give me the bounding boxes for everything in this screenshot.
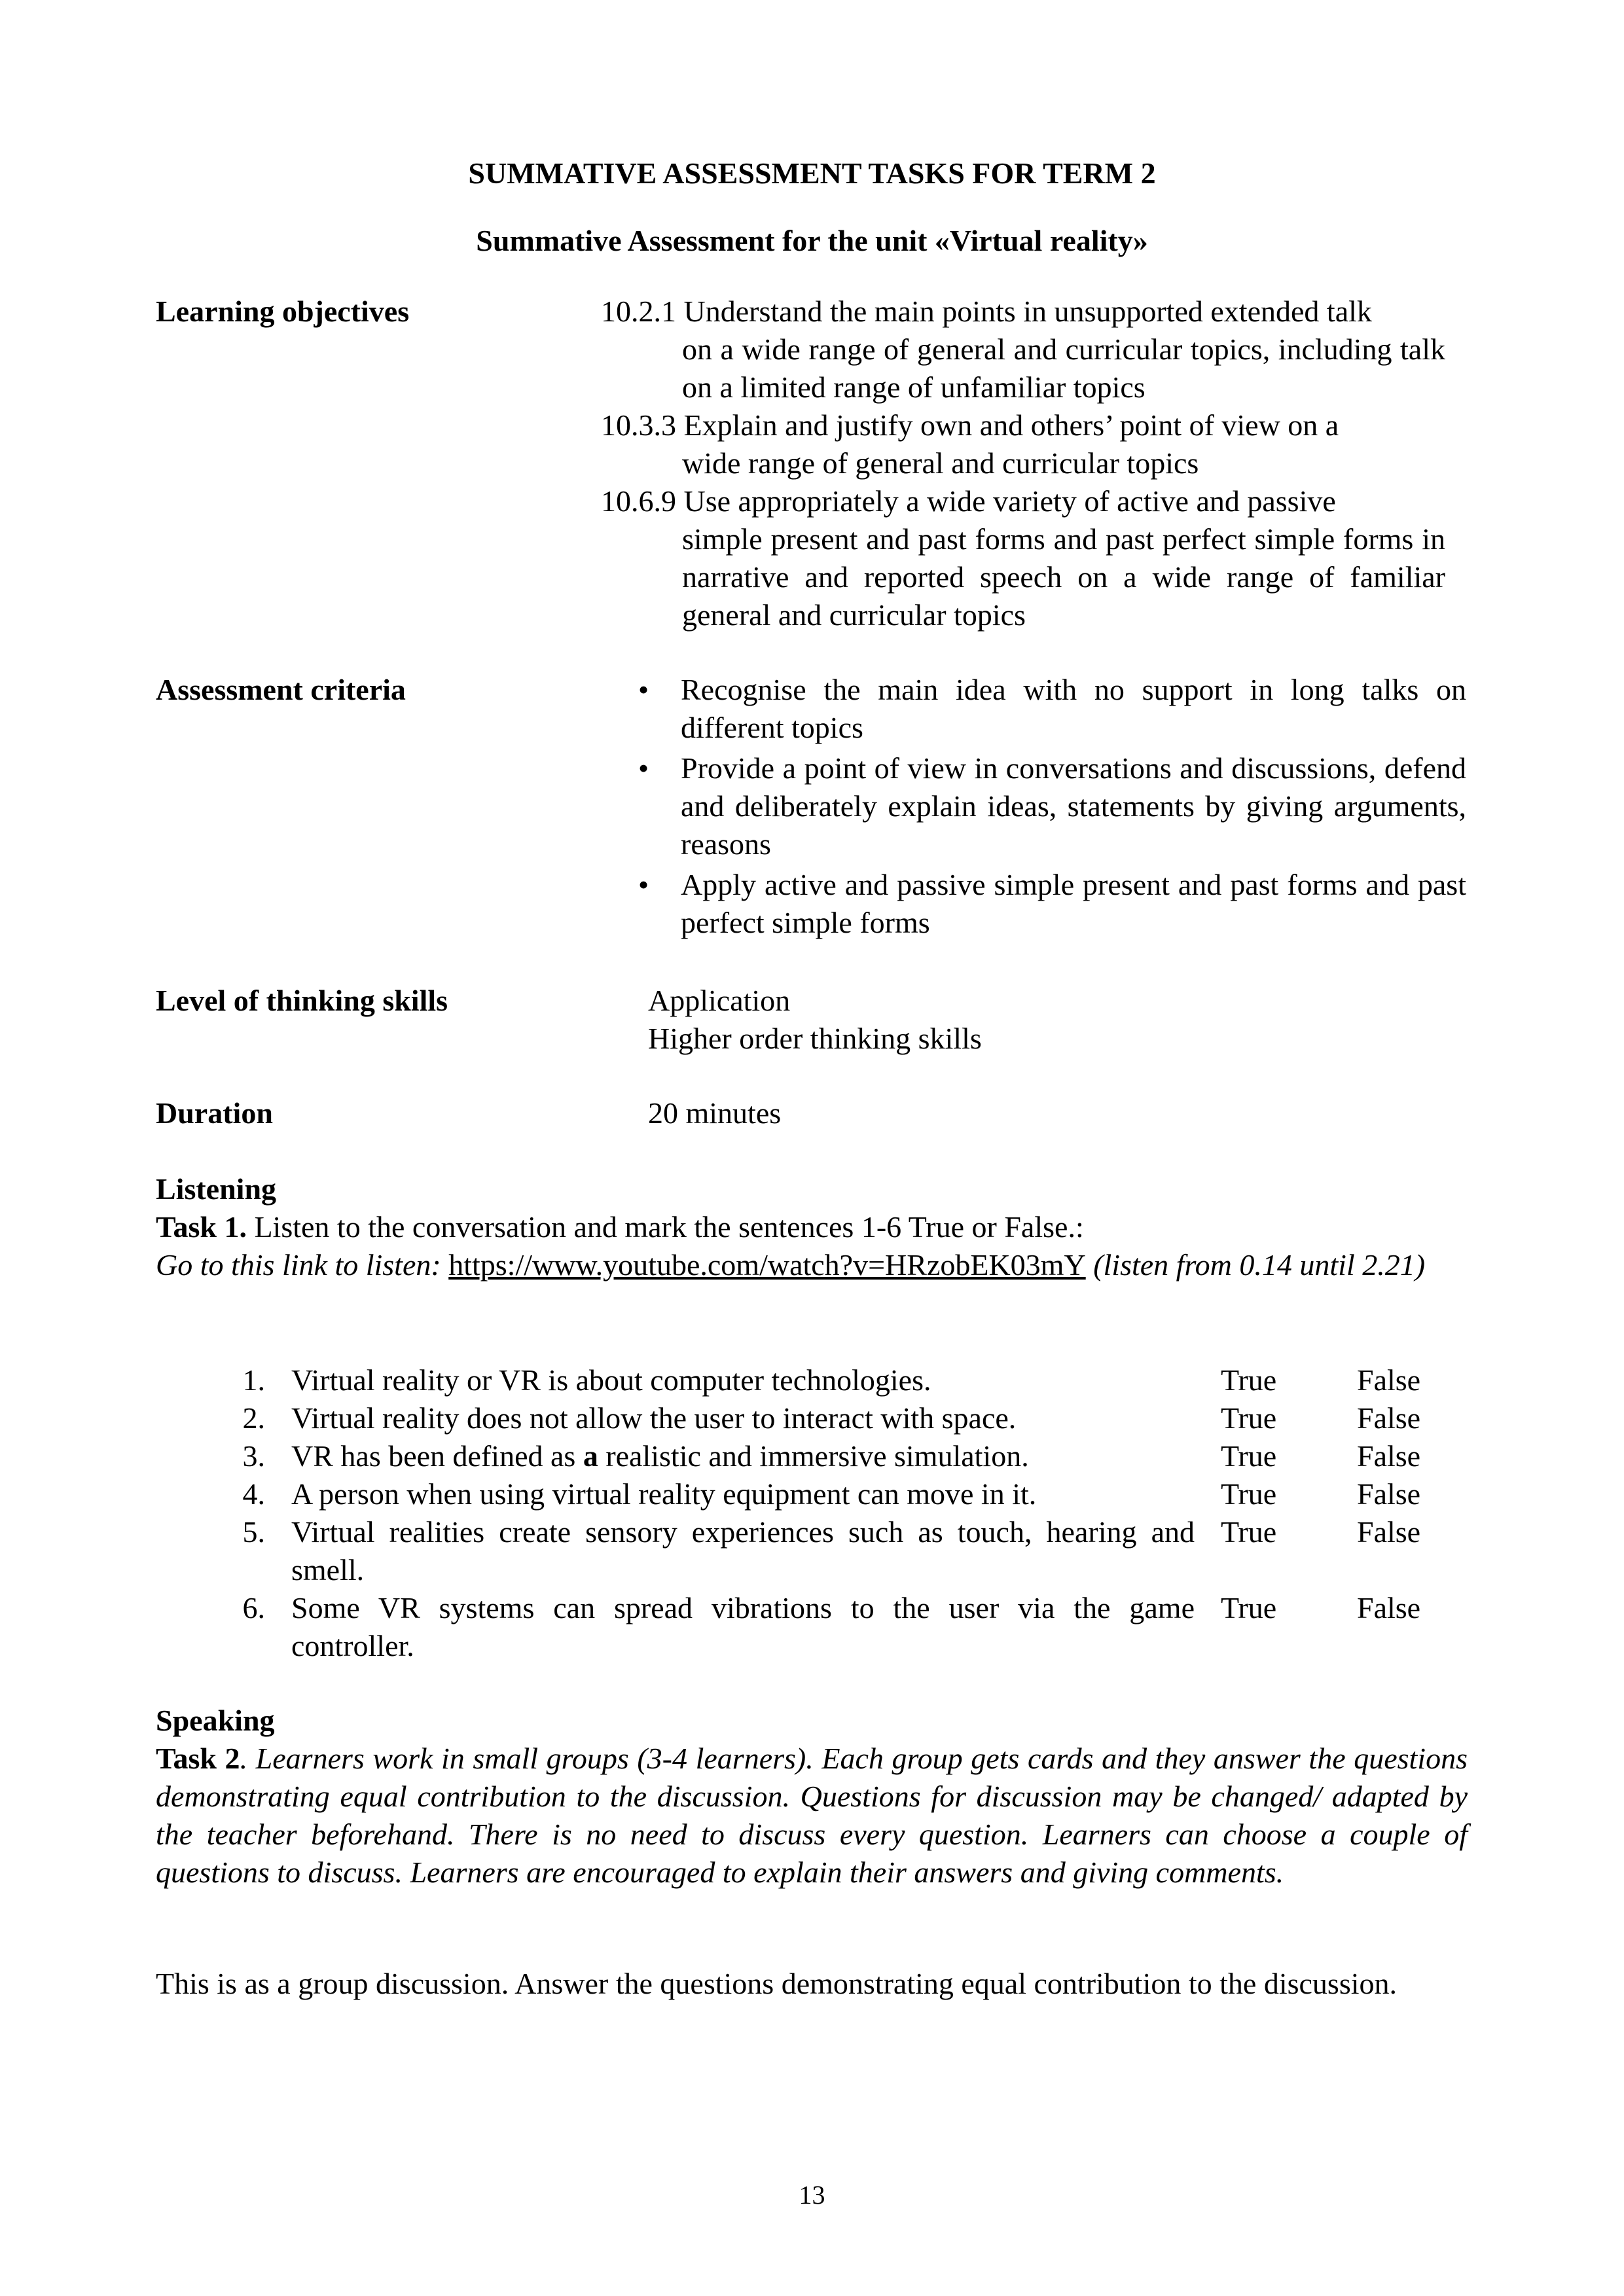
- listening-link-line: [156, 1246, 1468, 1284]
- question-text: Virtual reality does not allow the user to interact with space.: [291, 1401, 1017, 1435]
- question-text: Some VR systems can spread vibrations to the user via the game controller.: [291, 1591, 1195, 1662]
- objective-first-line: 10.3.3 Explain and justify own and others’ point of view on a: [601, 408, 1339, 442]
- question-text: Virtual realities create sensory experiences such as touch, hearing and smell.: [291, 1515, 1195, 1587]
- youtube-link[interactable]: https://www.youtube.com/watch?v=HRzobEK03mY: [448, 1248, 1086, 1282]
- false-option[interactable]: False: [1357, 1515, 1421, 1549]
- duration-label: Duration: [156, 1096, 273, 1130]
- false-option[interactable]: False: [1357, 1363, 1421, 1397]
- true-option[interactable]: True: [1221, 1401, 1277, 1435]
- assessment-criteria-list: [638, 671, 1466, 944]
- criteria-item: • Provide a point of view in conversations and discussions, defend and deliberately explain ideas, statements by giving arguments, reasons: [638, 749, 1466, 863]
- objective-item: [601, 482, 1445, 634]
- true-option[interactable]: True: [1221, 1363, 1277, 1397]
- objective-item: [601, 293, 1445, 406]
- question-text: A person when using virtual reality equipment can move in it.: [291, 1477, 1037, 1511]
- true-option[interactable]: True: [1221, 1439, 1277, 1473]
- criteria-item: • Apply active and passive simple present and past forms and past perfect simple forms: [638, 866, 1466, 942]
- task-label: Task 1.: [156, 1210, 247, 1244]
- speaking-note: This is as a group discussion. Answer the questions demonstrating equal contribution to the discussion.: [156, 1967, 1398, 2000]
- objective-first-line: 10.2.1 Understand the main points in unsupported extended talk: [601, 295, 1372, 328]
- speaking-heading: Speaking: [156, 1704, 275, 1737]
- question-number: 1.: [242, 1363, 265, 1397]
- page-title: SUMMATIVE ASSESSMENT TASKS FOR TERM 2: [468, 156, 1156, 190]
- false-option[interactable]: False: [1357, 1591, 1421, 1624]
- page-subtitle: Summative Assessment for the unit «Virtual reality»: [476, 224, 1148, 257]
- objective-rest: on a wide range of general and curricular topics, including talk on a limited range of unfamiliar topics: [682, 332, 1445, 404]
- question-text: VR has been defined as a realistic and immersive simulation.: [291, 1439, 1029, 1473]
- learning-objectives-list: [601, 293, 1445, 634]
- task-text: . Learners work in small groups (3-4 learners). Each group gets cards and they answer the questions demonstrating equal contribution to the discussion. Questions for discussion may be changed/ adapted by the teacher beforehand. There is no need to discuss every question. Learners can choose a couple of questions to discuss. Learners are encouraged to explain their answers and giving comments.: [156, 1742, 1468, 1889]
- question-number: 3.: [242, 1439, 265, 1473]
- thinking-skills-value-2: Higher order thinking skills: [648, 1022, 982, 1055]
- bullet-icon: •: [638, 868, 649, 901]
- false-option[interactable]: False: [1357, 1439, 1421, 1473]
- duration-value: 20 minutes: [648, 1096, 782, 1130]
- question-number: 2.: [242, 1401, 265, 1435]
- link-intro: Go to this link to listen:: [156, 1248, 449, 1282]
- true-option[interactable]: True: [1221, 1591, 1277, 1624]
- link-timing: (listen from 0.14 until 2.21): [1085, 1248, 1426, 1282]
- objective-rest: simple present and past forms and past perfect simple forms in narrative and reported speech on a wide range of familiar general and curricular topics: [682, 522, 1445, 632]
- bullet-icon: •: [638, 751, 649, 785]
- bullet-icon: •: [638, 673, 649, 706]
- listening-task-instruction: [156, 1208, 1468, 1246]
- assessment-criteria-label: Assessment criteria: [156, 673, 406, 706]
- question-number: 4.: [242, 1477, 265, 1511]
- thinking-skills-label: Level of thinking skills: [156, 984, 448, 1017]
- true-option[interactable]: True: [1221, 1477, 1277, 1511]
- learning-objectives-label: Learning objectives: [156, 295, 410, 328]
- speaking-task: [156, 1740, 1468, 1892]
- false-option[interactable]: False: [1357, 1401, 1421, 1435]
- listening-task: [156, 1208, 1468, 1284]
- listening-heading: Listening: [156, 1172, 277, 1206]
- objective-rest: wide range of general and curricular topics: [682, 446, 1199, 480]
- true-option[interactable]: True: [1221, 1515, 1277, 1549]
- objective-first-line: 10.6.9 Use appropriately a wide variety of active and passive: [601, 484, 1336, 518]
- criteria-item: • Recognise the main idea with no support in long talks on different topics: [638, 671, 1466, 747]
- thinking-skills-value-1: Application: [648, 984, 791, 1017]
- page-number: 13: [799, 2180, 825, 2210]
- false-option[interactable]: False: [1357, 1477, 1421, 1511]
- objective-item: [601, 406, 1445, 482]
- question-text: Virtual reality or VR is about computer technologies.: [291, 1363, 931, 1397]
- question-number: 5.: [242, 1515, 265, 1549]
- task-label: Task 2: [156, 1742, 240, 1775]
- task-text: Listen to the conversation and mark the sentences 1-6 True or False.:: [246, 1210, 1084, 1244]
- question-number: 6.: [242, 1591, 265, 1624]
